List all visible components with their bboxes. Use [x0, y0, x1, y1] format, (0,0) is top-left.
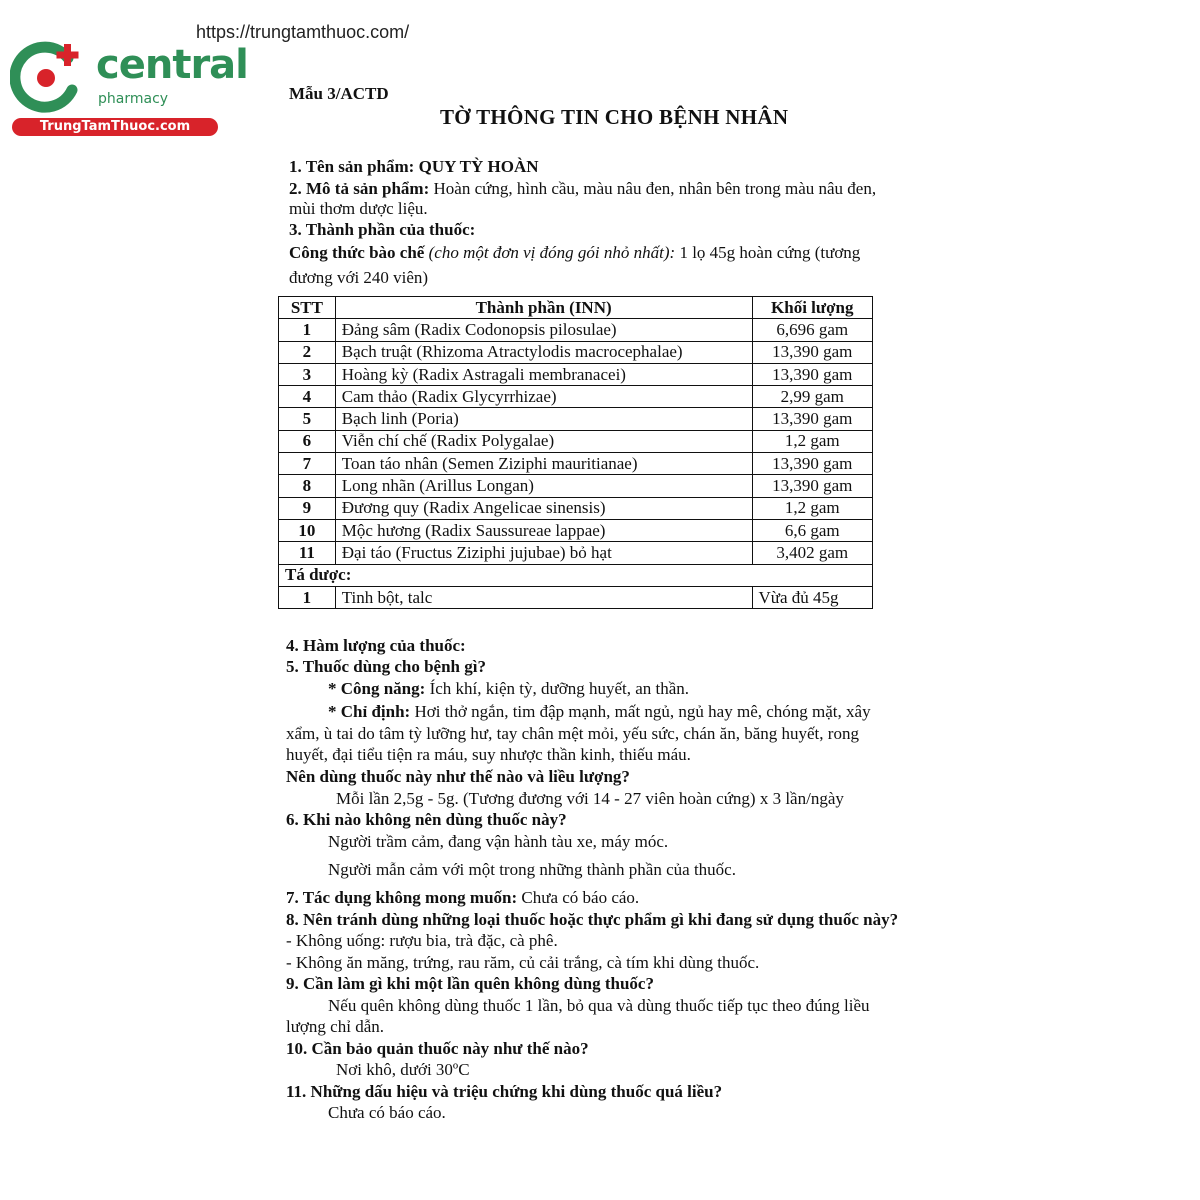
form-code: Mẫu 3/ACTD: [289, 84, 389, 103]
table-row: [279, 386, 873, 408]
pharmacy-cross-icon: [10, 38, 90, 118]
section-1-label: 1. Tên sản phẩm:: [289, 157, 415, 176]
section-8: 8. Nên tránh dùng những loại thuốc hoặc thực phẩm gì khi đang sử dụng thuốc này?: [286, 910, 899, 929]
table-row: [279, 497, 873, 519]
cong-nang-label: * Công năng:: [328, 679, 426, 698]
table-row: [279, 542, 873, 564]
row-stt: 4: [279, 386, 336, 408]
row-stt: 10: [279, 519, 336, 541]
row-ingredient: Cam thảo (Radix Glycyrrhizae): [335, 386, 752, 408]
chi-dinh-cont-2: huyết, đại tiểu tiện ra máu, suy nhược thần kinh, thiếu máu.: [286, 745, 691, 764]
row-mass: 6,696 gam: [752, 319, 873, 341]
row-mass: 1,2 gam: [752, 430, 873, 452]
table-row: [279, 341, 873, 363]
section-9: 9. Cần làm gì khi một lần quên không dùng thuốc?: [286, 974, 654, 993]
table-header-row: [279, 297, 873, 319]
row-mass: 2,99 gam: [752, 386, 873, 408]
document-title: TỜ THÔNG TIN CHO BỆNH NHÂN: [440, 105, 789, 129]
excipient-header-row: [279, 564, 873, 586]
chi-dinh-cont-1: xẩm, ù tai do tâm tỳ lưỡng hư, tay chân mệt mỏi, yếu sức, chán ăn, băng huyết, rong: [286, 724, 859, 743]
row-ingredient: Mộc hương (Radix Saussureae lappae): [335, 519, 752, 541]
row-mass: 1,2 gam: [752, 497, 873, 519]
section-2: [289, 179, 876, 199]
row-ingredient: Đại táo (Fructus Ziziphi jujubae) bỏ hạt: [335, 542, 752, 564]
formula-note: (cho một đơn vị đóng gói nhỏ nhất):: [428, 243, 676, 262]
row-ingredient: Tinh bột, talc: [335, 586, 752, 608]
section-7-text: Chưa có báo cáo.: [521, 888, 640, 907]
formula-text-cont: đương với 240 viên): [289, 268, 429, 287]
row-mass: 13,390 gam: [752, 475, 873, 497]
overdose-text: Chưa có báo cáo.: [328, 1103, 446, 1122]
logo-brand-text: central: [96, 42, 248, 88]
section-11: 11. Những dấu hiệu và triệu chứng khi dùng thuốc quá liều?: [286, 1082, 723, 1101]
section-3-label: 3. Thành phần của thuốc:: [289, 220, 476, 239]
header-mass: Khối lượng: [752, 297, 873, 319]
row-stt: 2: [279, 341, 336, 363]
formula-label: Công thức bào chế: [289, 243, 425, 262]
section-2-text-cont: mùi thơm dược liệu.: [289, 199, 428, 218]
section-6: 6. Khi nào không nên dùng thuốc này?: [286, 810, 567, 829]
table-row: [279, 519, 873, 541]
brand-logo: [10, 38, 248, 138]
row-stt: 6: [279, 430, 336, 452]
cong-nang: [328, 679, 689, 699]
section-2-label: 2. Mô tả sản phẩm:: [289, 179, 430, 198]
row-stt: 11: [279, 542, 336, 564]
cong-nang-text: Ích khí, kiện tỳ, dưỡng huyết, an thần.: [429, 679, 690, 698]
missed-dose-text: Nếu quên không dùng thuốc 1 lần, bỏ qua và dùng thuốc tiếp tục theo đúng liều: [328, 996, 870, 1015]
excipient-label: Tá dược:: [279, 564, 873, 586]
avoid-drinks: - Không uống: rượu bia, trà đặc, cà phê.: [286, 931, 558, 950]
table-row: [279, 475, 873, 497]
row-ingredient: Hoàng kỳ (Radix Astragali membranacei): [335, 363, 752, 385]
header-ingredient: Thành phần (INN): [335, 297, 752, 319]
row-mass: 13,390 gam: [752, 363, 873, 385]
table-row: [279, 453, 873, 475]
dose-heading: Nên dùng thuốc này như thế nào và liều lượng?: [286, 767, 630, 786]
formula-line: [289, 243, 860, 263]
row-ingredient: Đảng sâm (Radix Codonopsis pilosulae): [335, 319, 752, 341]
row-ingredient: Toan táo nhân (Semen Ziziphi mauritianae): [335, 453, 752, 475]
row-ingredient: Đương quy (Radix Angelicae sinensis): [335, 497, 752, 519]
table-row: [279, 363, 873, 385]
row-stt: 9: [279, 497, 336, 519]
row-ingredient: Viễn chí chế (Radix Polygalae): [335, 430, 752, 452]
chi-dinh-label: * Chỉ định:: [328, 702, 411, 721]
avoid-foods: - Không ăn măng, trứng, rau răm, củ cải trắng, cà tím khi dùng thuốc.: [286, 953, 760, 972]
row-mass: 3,402 gam: [752, 542, 873, 564]
table-row: [279, 319, 873, 341]
ingredient-table: [278, 296, 873, 609]
row-stt: 1: [279, 586, 336, 608]
contraindication-1: Người trầm cảm, đang vận hành tàu xe, máy móc.: [328, 832, 669, 851]
row-ingredient: Long nhãn (Arillus Longan): [335, 475, 752, 497]
section-7-label: 7. Tác dụng không mong muốn:: [286, 888, 518, 907]
section-2-text: Hoàn cứng, hình cầu, màu nâu đen, nhân bên trong màu nâu đen,: [433, 179, 877, 198]
logo-tagline: pharmacy: [98, 91, 169, 107]
dose-text: Mỗi lần 2,5g - 5g. (Tương đương với 14 - 27 viên hoàn cứng) x 3 lần/ngày: [336, 789, 844, 808]
row-mass: 6,6 gam: [752, 519, 873, 541]
chi-dinh: [328, 702, 871, 722]
row-mass: 13,390 gam: [752, 341, 873, 363]
storage-text: Nơi khô, dưới 30ºC: [336, 1060, 470, 1079]
row-stt: 8: [279, 475, 336, 497]
section-5: 5. Thuốc dùng cho bệnh gì?: [286, 657, 486, 676]
chi-dinh-text: Hơi thở ngắn, tim đập mạnh, mất ngủ, ngủ hay mê, chóng mặt, xây: [414, 702, 871, 721]
row-ingredient: Bạch truật (Rhizoma Atractylodis macrocephalae): [335, 341, 752, 363]
row-mass: Vừa đủ 45g: [752, 586, 873, 608]
section-1: [289, 157, 539, 177]
row-stt: 7: [279, 453, 336, 475]
row-ingredient: Bạch linh (Poria): [335, 408, 752, 430]
row-stt: 1: [279, 319, 336, 341]
section-10: 10. Cần bảo quản thuốc này như thế nào?: [286, 1039, 589, 1058]
formula-text: 1 lọ 45g hoàn cứng (tương: [679, 243, 861, 262]
header-stt: STT: [279, 297, 336, 319]
missed-dose-text-cont: lượng chỉ dẫn.: [286, 1017, 384, 1036]
section-4: 4. Hàm lượng của thuốc:: [286, 636, 466, 655]
source-url[interactable]: https://trungtamthuoc.com/: [196, 22, 410, 42]
row-mass: 13,390 gam: [752, 408, 873, 430]
product-name: QUY TỲ HOÀN: [418, 157, 539, 176]
row-stt: 3: [279, 363, 336, 385]
section-7: [286, 888, 639, 908]
logo-site-badge: TrungTamThuoc.com: [12, 118, 218, 136]
table-row: [279, 408, 873, 430]
table-row: [279, 430, 873, 452]
contraindication-2: Người mẫn cảm với một trong những thành phần của thuốc.: [328, 860, 736, 879]
row-stt: 5: [279, 408, 336, 430]
table-row: [279, 586, 873, 608]
row-mass: 13,390 gam: [752, 453, 873, 475]
